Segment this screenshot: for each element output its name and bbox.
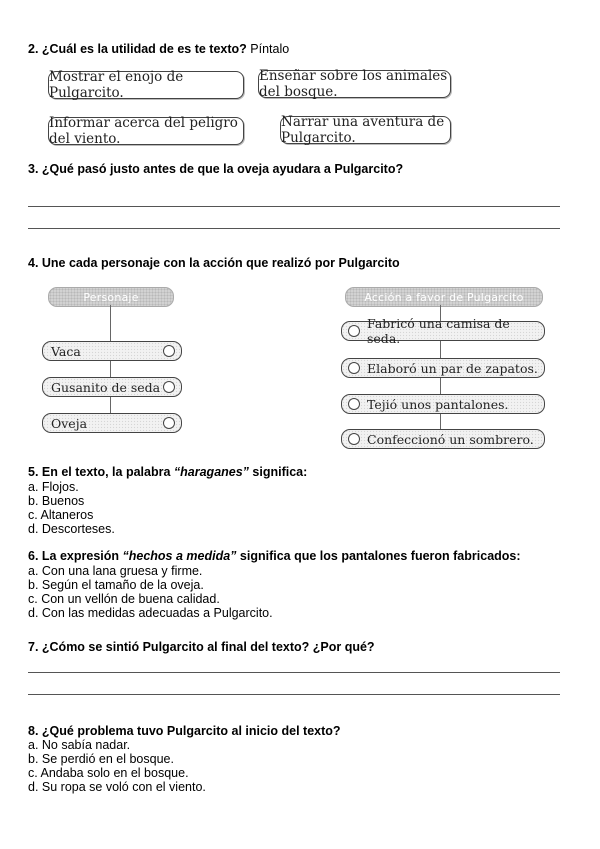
action-label: Confeccionó un sombrero. bbox=[367, 431, 534, 447]
match-point-icon[interactable] bbox=[348, 433, 360, 445]
q6-option-a[interactable]: a. Con una lana gruesa y firme. bbox=[28, 564, 203, 578]
character-column-header: Personaje bbox=[48, 287, 174, 307]
q2-option-1[interactable]: Mostrar el enojo de Pulgarcito. bbox=[48, 71, 244, 99]
match-point-icon[interactable] bbox=[348, 362, 360, 374]
character-label: Vaca bbox=[51, 343, 81, 359]
action-sombrero[interactable] bbox=[341, 429, 545, 449]
character-oveja[interactable] bbox=[42, 413, 182, 433]
connector-line bbox=[110, 397, 111, 413]
q8-option-b[interactable]: b. Se perdió en el bosque. bbox=[28, 752, 174, 766]
character-label: Oveja bbox=[51, 415, 88, 431]
action-zapatos[interactable] bbox=[341, 358, 545, 378]
match-point-icon[interactable] bbox=[348, 325, 360, 337]
answer-line[interactable] bbox=[28, 672, 560, 673]
character-vaca[interactable] bbox=[42, 341, 182, 361]
match-point-icon[interactable] bbox=[163, 345, 175, 357]
q2-option-3[interactable]: Informar acerca del peligro del viento. bbox=[48, 117, 244, 145]
question-6-title: 6. La expresión “hechos a medida” significa que los pantalones fueron fabricados: bbox=[28, 549, 521, 563]
q5-option-a[interactable]: a. Flojos. bbox=[28, 480, 79, 494]
question-5-title: 5. En el texto, la palabra “haraganes” significa: bbox=[28, 465, 308, 479]
action-label: Elaboró un par de zapatos. bbox=[367, 360, 538, 376]
character-label: Gusanito de seda bbox=[51, 379, 161, 395]
answer-line[interactable] bbox=[28, 228, 560, 229]
q2-option-4[interactable]: Narrar una aventura de Pulgarcito. bbox=[280, 116, 451, 144]
connector-line bbox=[440, 414, 441, 429]
q8-option-c[interactable]: c. Andaba solo en el bosque. bbox=[28, 766, 189, 780]
q8-option-d[interactable]: d. Su ropa se voló con el viento. bbox=[28, 780, 206, 794]
connector-line bbox=[110, 361, 111, 377]
q8-option-a[interactable]: a. No sabía nadar. bbox=[28, 738, 131, 752]
q6-option-c[interactable]: c. Con un vellón de buena calidad. bbox=[28, 592, 220, 606]
highlighted-phrase: “hechos a medida” bbox=[122, 549, 237, 563]
answer-line[interactable] bbox=[28, 206, 560, 207]
question-8-title: 8. ¿Qué problema tuvo Pulgarcito al inicio del texto? bbox=[28, 724, 341, 738]
action-label: Fabricó una camisa de seda. bbox=[367, 316, 510, 346]
action-label: Tejió unos pantalones. bbox=[367, 396, 509, 412]
connector-line bbox=[110, 305, 111, 341]
highlighted-word: “haraganes” bbox=[173, 465, 249, 479]
q6-option-b[interactable]: b. Según el tamaño de la oveja. bbox=[28, 578, 204, 592]
question-4-title: 4. Une cada personaje con la acción que realizó por Pulgarcito bbox=[28, 256, 400, 270]
action-column-header: Acción a favor de Pulgarcito bbox=[345, 287, 543, 307]
q5-option-b[interactable]: b. Buenos bbox=[28, 494, 85, 508]
match-point-icon[interactable] bbox=[348, 398, 360, 410]
answer-line[interactable] bbox=[28, 694, 560, 695]
q6-option-d[interactable]: d. Con las medidas adecuadas a Pulgarcito. bbox=[28, 606, 273, 620]
q5-option-d[interactable]: d. Descorteses. bbox=[28, 522, 115, 536]
q2-option-2[interactable]: Enseñar sobre los animales del bosque. bbox=[258, 70, 451, 98]
action-camisa[interactable] bbox=[341, 316, 545, 346]
question-2-title: 2. ¿Cuál es la utilidad de es te texto? Píntalo bbox=[28, 42, 290, 56]
question-3-title: 3. ¿Qué pasó justo antes de que la oveja ayudara a Pulgarcito? bbox=[28, 162, 404, 176]
q5-option-c[interactable]: c. Altaneros bbox=[28, 508, 94, 522]
question-7-title: 7. ¿Cómo se sintió Pulgarcito al final del texto? ¿Por qué? bbox=[28, 640, 375, 654]
match-point-icon[interactable] bbox=[163, 381, 175, 393]
match-point-icon[interactable] bbox=[163, 417, 175, 429]
connector-line bbox=[440, 378, 441, 394]
question-2-instruction: Píntalo bbox=[250, 42, 290, 56]
action-pantalones[interactable] bbox=[341, 394, 545, 414]
character-gusanito[interactable] bbox=[42, 377, 182, 397]
